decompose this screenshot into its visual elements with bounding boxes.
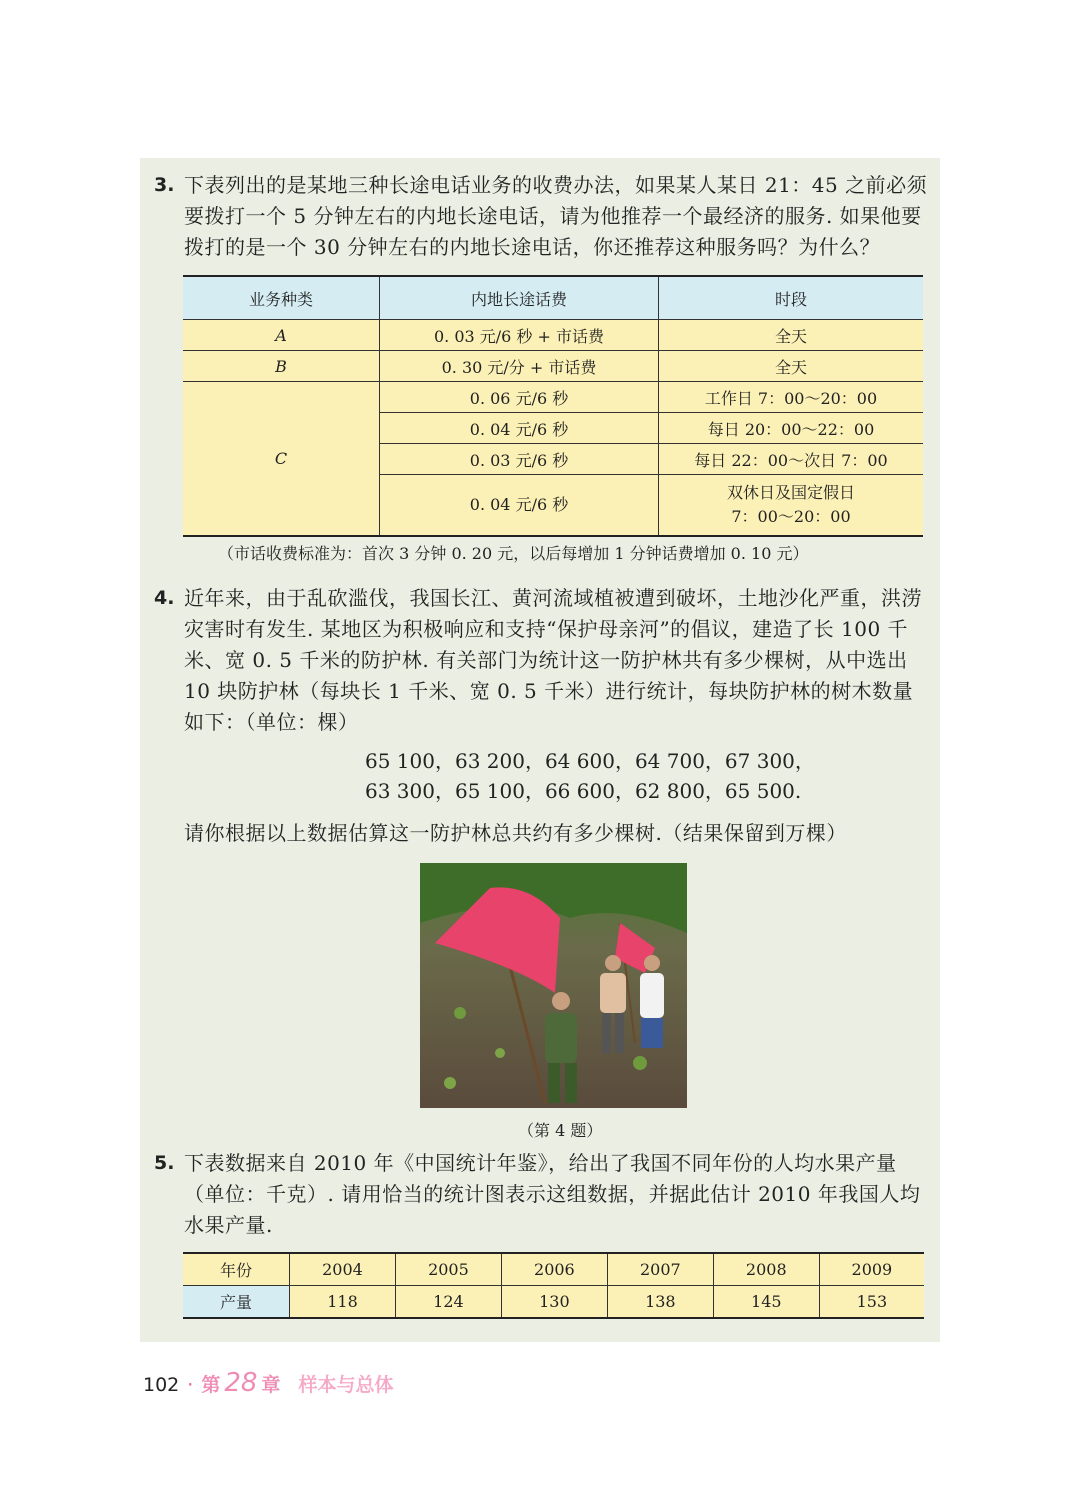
problem-number: 4.	[154, 587, 175, 609]
period-c-2: 每日 20：00～22：00	[659, 413, 924, 444]
output-row	[183, 1286, 924, 1319]
chapter-title: 样本与总体	[298, 1374, 394, 1396]
output-cell: 145	[713, 1286, 819, 1319]
type-b: B	[183, 351, 380, 382]
problem-text: 近年来，由于乱砍滥伐，我国长江、黄河流域植被遭到破坏，土地沙化严重，洪涝灾害时有发生. 某地区为积极响应和支持“保护母亲河”的倡议，建造了长 100 千米、宽 0. 5 千米的防护林. 有关部门为统计这一防护林共有多少棵树，从中选出 10 块防护林（每块长 1 千米、宽 0. 5 千米）进行统计，每块防护林的树木数量如下：（单位：棵）	[184, 586, 922, 734]
photo-illustration	[420, 863, 687, 1108]
local-fee-note: （市话收费标准为：首次 3 分钟 0. 20 元，以后每增加 1 分钟话费增加 0. 10 元）	[218, 544, 809, 563]
output-cell: 124	[395, 1286, 501, 1319]
page-number: 102	[143, 1374, 180, 1396]
chapter-prefix: 第	[201, 1374, 221, 1396]
output-cell: 153	[819, 1286, 924, 1319]
chapter-suffix: 章	[261, 1374, 281, 1396]
period-c-3: 每日 22：00～次日 7：00	[659, 444, 924, 475]
output-cell: 118	[290, 1286, 396, 1319]
output-cell: 138	[607, 1286, 713, 1319]
page-footer	[143, 1368, 393, 1398]
fee-a: 0. 03 元/6 秒 + 市话费	[380, 320, 659, 351]
period-c-4	[659, 475, 924, 537]
fee-c-2: 0. 04 元/6 秒	[380, 413, 659, 444]
output-row-head: 产量	[183, 1286, 290, 1319]
fee-b: 0. 30 元/分 + 市话费	[380, 351, 659, 382]
year-cell: 2006	[501, 1253, 607, 1286]
problem-4-question	[154, 818, 929, 849]
fruit-output-table	[183, 1252, 924, 1319]
header-period: 时段	[659, 276, 924, 320]
year-cell: 2008	[713, 1253, 819, 1286]
question-text: 请你根据以上数据估算这一防护林总共约有多少棵树.（结果保留到万棵）	[184, 821, 847, 845]
year-cell: 2009	[819, 1253, 924, 1286]
tree-planting-photo	[420, 863, 687, 1108]
period-b: 全天	[659, 351, 924, 382]
tree-counts	[365, 746, 815, 806]
year-row-head: 年份	[183, 1253, 290, 1286]
year-cell: 2007	[607, 1253, 713, 1286]
problem-3	[154, 170, 929, 263]
photo-caption: （第 4 题）	[518, 1121, 603, 1140]
type-a: A	[183, 320, 380, 351]
fee-c-4: 0. 04 元/6 秒	[380, 475, 659, 537]
year-cell: 2004	[290, 1253, 396, 1286]
period-a: 全天	[659, 320, 924, 351]
problem-4	[154, 583, 929, 738]
problem-number: 3.	[154, 174, 175, 196]
header-fee: 内地长途话费	[380, 276, 659, 320]
period-c-4-line2: 7：00～20：00	[731, 507, 851, 526]
problem-text: 下表数据来自 2010 年《中国统计年鉴》，给出了我国不同年份的人均水果产量（单位：千克）. 请用恰当的统计图表示这组数据，并据此估计 2010 年我国人均水果产量.	[184, 1151, 921, 1237]
footer-separator: ·	[187, 1374, 194, 1396]
phone-fee-table	[183, 275, 923, 537]
chapter-number: 28	[224, 1368, 258, 1398]
type-c: C	[183, 382, 380, 537]
tree-counts-line-1: 65 100，63 200，64 600，64 700，67 300，	[365, 749, 815, 773]
header-service-type: 业务种类	[183, 276, 380, 320]
fee-c-1: 0. 06 元/6 秒	[380, 382, 659, 413]
tree-counts-line-2: 63 300，65 100，66 600，62 800，65 500.	[365, 779, 802, 803]
year-cell: 2005	[395, 1253, 501, 1286]
problem-number: 5.	[154, 1152, 175, 1174]
year-row	[183, 1253, 924, 1286]
fee-c-3: 0. 03 元/6 秒	[380, 444, 659, 475]
period-c-1: 工作日 7：00～20：00	[659, 382, 924, 413]
period-c-4-line1: 双休日及国定假日	[726, 483, 855, 502]
problem-text: 下表列出的是某地三种长途电话业务的收费办法，如果某人某日 21：45 之前必须要拨打一个 5 分钟左右的内地长途电话，请为他推荐一个最经济的服务. 如果他要拨打的是一个 30 分钟左右的内地长途电话，你还推荐这种服务吗？为什么？	[184, 173, 928, 259]
problem-5	[154, 1148, 929, 1241]
output-cell: 130	[501, 1286, 607, 1319]
